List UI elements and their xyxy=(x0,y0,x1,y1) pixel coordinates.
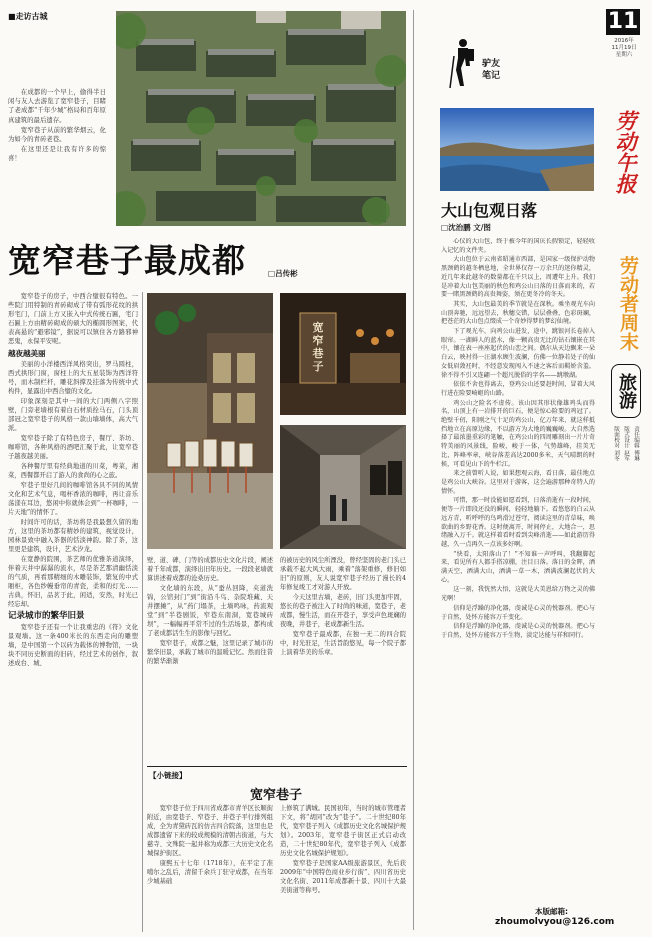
link-col-b: 上修筑了满城。民国初年，当时的城市管理者下文，将“胡同”改为“巷子”。二十世纪80年代，宽窄巷子列入《成都历史文化名城保护规划》。2003年，宽窄巷子街区正式启动改造，二十世纪80年代，宽窄巷子列入《成都历史文化名城保护规划》。 宽窄巷子是国家AA级旅游景区，先后获2009年“中国特色商业步行街”、四川省历史文化名街、2011年成都新十景、四川十大最美街道等称号。 xyxy=(280,805,406,894)
link-col-a: 宽窄巷子位于四川省成都市青羊区长顺街附近，由宽巷子、窄巷子、井巷子平行排列组成，全为青黛砖瓦的仿古四合院落，这里也是成都遗留下来的较成规模的清朝古街道，与大慈寺、文殊院一起并称为成都三大历史文化名城保护街区。 康熙五十七年（1718年），在平定了准噶尔之乱后，清留千余兵丁驻守成都，在当年少城基础 xyxy=(147,805,273,885)
column-divider xyxy=(142,292,143,932)
staff-credits: 责任编辑 傅琳 版式设计 赵军 版面校对 刘冬 xyxy=(613,426,639,462)
alley-photo xyxy=(280,425,406,549)
lead-text: 在成都的一个早上，偷得半日闲与友人去游览了宽窄巷子，目睹了老成都“千年少城”格局和百年原真建筑的最后遗存。 宽窄巷子从前的繁华烟云，化为如今的青砖老巷。 在这里还是让我有许多的惊喜！ xyxy=(8,88,106,163)
main-headline: 宽窄巷子最成都 xyxy=(8,241,246,280)
main-byline: □吕传彬 xyxy=(268,269,298,278)
main-article-col3: 的被历史的风尘所湮没，曾经坚固的老门头已承载不起大风大雨，乘着“落架重修，修旧如旧”的原则，友人说宽窄巷子经历了漫长的4年修复竣工才对游人开放。 今天这里古墙，老砖，旧门头更加牢固，悠长的巷子被注入了时尚的味道，宽巷子，老成都，慢生活，而在开巷子，享受声色斑斓的夜晚，井巷子，老成都新生活。 宽窄巷子最成都，在独一无二的四合院中，时光驻足，生活旨韵悠见，每一个院子都上演着华美的乐章。 xyxy=(280,557,406,656)
email-label: 本版邮箱: xyxy=(535,907,568,916)
main-article-col2: 壁、道、碑、门等的成都历史文化片段，阐述着千年成都，演绎出旧年历史。一段段老墙就算讲述着成都的沧桑历史。 文化墙的东段，从“蚕丛回降，夹道洗锦，公馆封门”到“街沿斗鸟、杂院堆藏、天井摆摊”，从“药门塌茶，土墙鸣咏，药流观堂”到“半巷剧饭，窄巷东南洞，宽巷城砖坝”，一幅幅再平常不过的生活场景，都构成了老成都活生生的影像与回忆。 宽窄巷子，成都之魅，这里记录了城市的繁华旧景，承载了城市的温暖记忆。然而往昔的繁华渐渐 xyxy=(147,557,273,665)
section-title: 劳动者周末 xyxy=(617,255,639,351)
hiker-icon xyxy=(448,38,478,90)
page-divider xyxy=(413,10,414,930)
paper-name-logo: 劳动午报 xyxy=(613,110,638,194)
page-number: 11 xyxy=(607,9,639,34)
side-article-body: 心仪的大山包，终于被今年的国庆长假锁定，轻轻收入记忆的文件夹。 大山包位于云南省昭通市西部，是国家一级保护动物黑颈鹤的越冬栖息地，全世界仅存一万余只的迷你精灵，近几年来此越冬的数量都在千只以上，周遭年上升。我们是冲着大山包美丽的秋色和鸡公山日落的日落而来的，若要一睹黑颈鹤的高贵舞姿，须在更冬冷的冬天。 其实，大山包最美的季节就是在深秋。乘坐观光车向山顶奔驰，远远望去，秋穗交错，层层叠叠，色彩斑斓，把苍茫的大山包点缀成一个奇妙得梦的梦幻仙境。 下了观光车，向鸡公山进发，途中，跳银河长卷掉入眼帘。一湖鲜人的蓝水，像一颗高贵无比的钻石镶嵌在其中，镶在表一座座起伏的山峦之间。偶尔从天边飘来一朵白云，映衬得一汪湖水顾生波澜，仿佛一位静若处子的仙女低眉敛衽时，不经意发现闯入不速之客后而羁娇含羞。徐不得不引又连翩一个超凡脱俗的字名——跳墩湖。 依依不舍也得离去，登鸡公山还要赶时间，冒着大风行进在险要崎岖的山路。 鸡公山之险名不虚传。该山因其形状像雄鸡头而得名，山顶上有一岩排开的巨石，便是惊心险要的鸡冠了。绝壁千仞，阳刚之气十足的鸡公山，亿万年来，就这样抵挡地立在高原边缘，不以游方为大地的巍巍峻。大自然选择了最浓墨重彩的笔触，在鸡公山的四周雕刻出一片片奇特美丽的风景线，险峻，峻于一体，气势雄峰，挂美无比，阵峰率章，峡谷落差高达2000多米，天气晴朗的时候，可看见山下的牛栏江。 来之前曾听人说，如果想观云海，看日落，最佳地点是鸡公山大峡谷。这里对于游客，这会遍游那种奇特人的情怀。 可惜，那一时没能如愿看到，日落消逝有一段时间，便等一片即段还没的瞬间，轻轻地躺下。看悠悠的白云从远方青，听呼呼的鸟鸣滑过苍穹，阅读这里的青草味，唤欲曲的乡野花香。这时便离开，时间停止，大地合一，思绪融入万千。就这样着看时看到尖峰消逝——如此游历得越，久一点再久一点该多好啊。 “快看，太阳落山了！”不知谁一声呼叫，我翻脚起来，看见所有人都手搭凉棚，注目日落。落日的金晖，洒满天空，洒满大山，洒满一草一木，洒满波澜起伏的大心。 这一刻，我恍然大悟，这就是大美恩给万物之灵的佛光啊！ 信仰是浮躁的净化器，虔诚是心灵的悦器剂。把心与于自然，处怀方能容万千变化。 信仰是浮躁的净化器，虔诚是心灵的悦器剂。把心与于自然，处怀方能容万千生物，淡定达能与祥和同行。 xyxy=(441,238,595,639)
column-tag-donkey: 驴友 笔记 xyxy=(482,59,501,81)
link-top-rule xyxy=(147,766,407,767)
street-photo xyxy=(147,293,273,549)
column-tag: ■走访古城 xyxy=(8,12,48,21)
link-tag: 【小链接】 xyxy=(149,771,187,780)
page-date: 2016年 11月19日 星期六 xyxy=(611,38,637,58)
section-subtitle: 旅游 xyxy=(611,364,641,418)
side-byline: □沈治鹏 文/图 xyxy=(441,223,491,232)
lake-photo xyxy=(440,108,594,191)
email-address[interactable]: zhoumolvyou@126.com xyxy=(495,917,615,927)
sign-text: 宽窄巷子 xyxy=(312,321,324,373)
sign-photo xyxy=(280,293,406,415)
subhead-night: 越夜越美丽 xyxy=(8,349,46,358)
aerial-photo-old-town xyxy=(116,11,406,226)
side-headline: 大山包观日落 xyxy=(441,201,538,220)
link-title: 宽窄巷子 xyxy=(250,788,303,803)
main-article-col1: 宽窄巷子的房子，中西合璧很有特色。一些院门用特制的青砖砌成了带有弧形花纹的拱形宅门，门前上方又嵌入中式传统石匾，宅门石匾上方由精砖砌成的硕大的椭圆形图案，代表高悬的“避邪镜”，据说可以镇住各方路邪神恶鬼，永保平安呢。 越夜越美丽 美丽的小洋楼西洋风格突出，罗马圆柱，西式拱形门窗，窗柱上的大五星装饰为西洋符号，而木制栏杆，雕花斜撑及挂落为传统中式构件，显露出中西合璧的文化。 印象深刻是其中一间的大门两侧八字照壁，门旁老墙根有着白石材质拴马石，门头顶部冠之宽窄巷子的风格一款山墙墙体，高大气派。 宽窄巷子除了有特色房子，餐厅、茶坊、咖啡馆，各种风格的酒吧汇聚于此，让宽窄巷子越夜越美丽。 各种餐厅里有经典地道的川菜，粤菜，湘菜，西餐都开启了游人的食尚的心之旅。 窄巷子里好几间的咖啡馆各具不同的风情文化和艺术气息，喝杯香浓的咖啡，再让音乐荡漾在耳边，悠闲中你就体会到“一杯咖啡，一片天地”的情怀了。 时间许可的话，茶坊将是我最想久留的地方，这里的茶坊都有精妙的建筑，视觉设计，园林景致中融入茶器的恬淡神韵。除了茶，这里更是建筑，设计，艺术汐龙。 在宽静的院围，茶艺师的优雅茶道演绎，伴着天井中潺潺的流水，尽是茶艺那清幽恬淡的气质，再看那精细的木雕装饰，繁复的中式厢柜，各色纱幔垂帘的青瓷，柔和的灯光……古典，怀旧，品茗于此，闲适，安然，时光已经忘却。 记录城市的繁华旧景 宽窄巷子还有一个让我重忠的《符》文化景观墙。这一条400米长的东西走向的雕塑墙，是中国第一个以砖为载体的博物馆，一块块不同历史断面的旧砖，经过艺术的创作，叙述成台、城、 xyxy=(8,293,138,667)
subhead-history: 记录城市的繁华旧景 xyxy=(8,611,85,621)
